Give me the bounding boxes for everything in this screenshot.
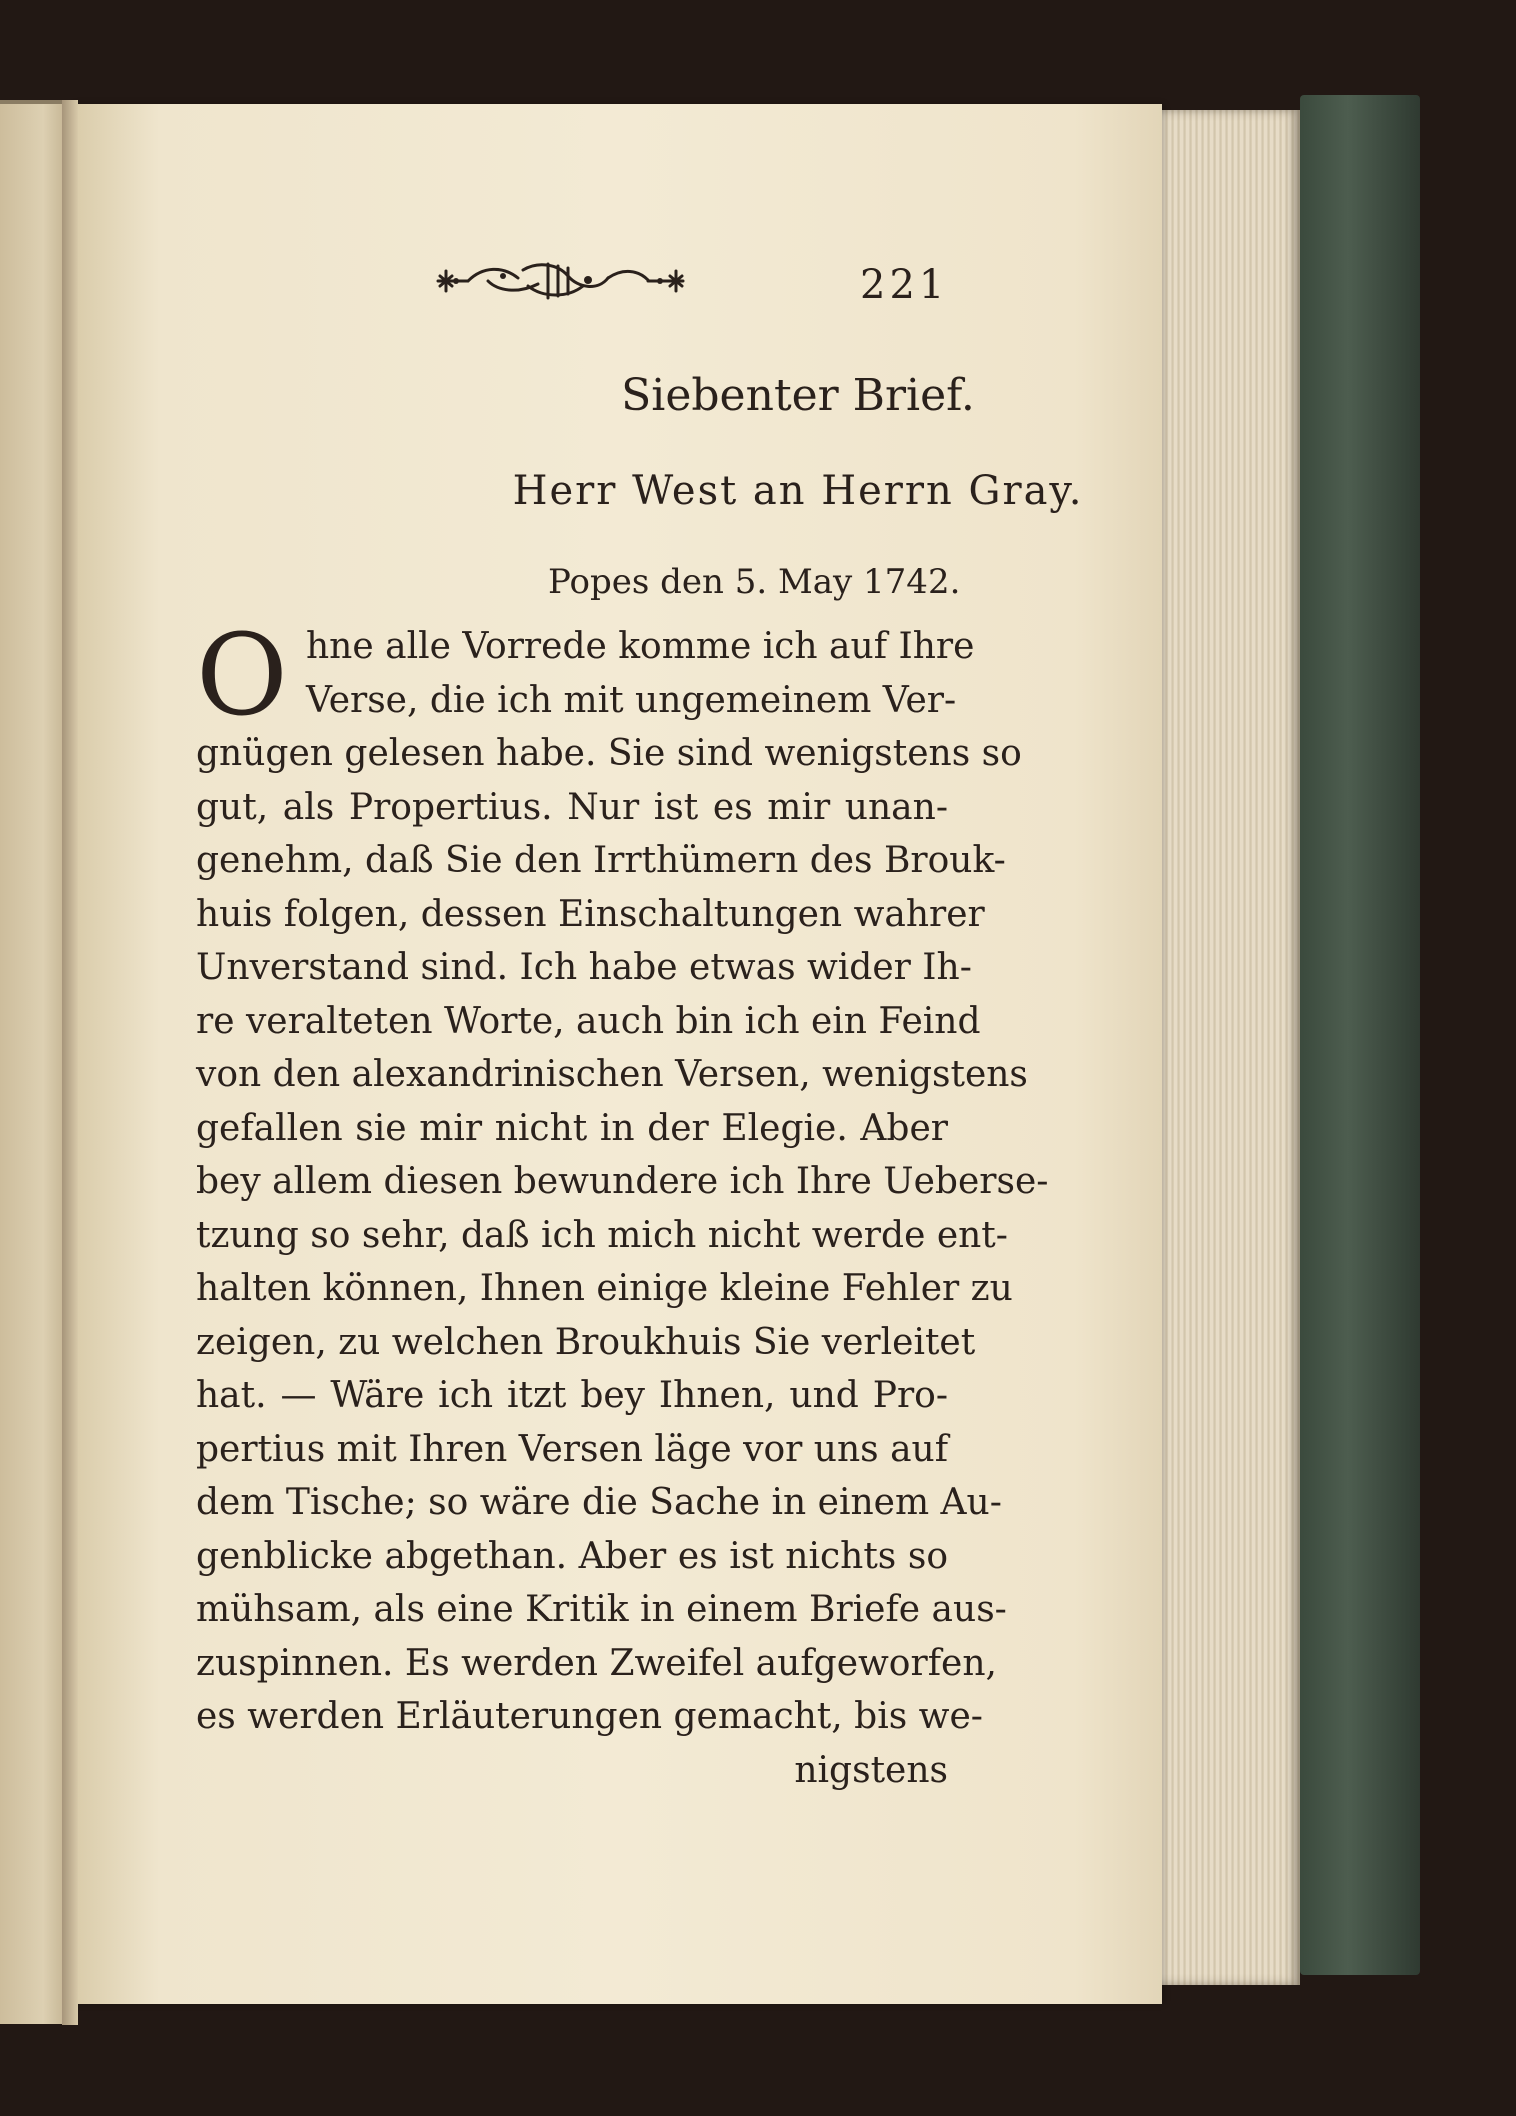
text-line: genehm, daß Sie den Irrthümern des Brouk- [196,840,1006,881]
catchword: nigstens [794,1749,948,1791]
text-line: es werden Erläuterungen gemacht, bis we- [196,1696,983,1737]
text-line: hat. — Wäre ich itzt bey Ihnen, und Pro- [196,1375,948,1416]
letter-subtitle-text: Herr West an Herrn Gray. [512,468,1084,514]
text-line: mühsam, als eine Kritik in einem Briefe aus- [196,1589,1007,1630]
letter-subtitle [0,468,1516,514]
letter-body [196,611,1049,1797]
text-line: zeigen, zu welchen Broukhuis Sie verleitet [196,1321,976,1363]
letter-dateline: Popes den 5. May 1742. [548,562,961,602]
text-line: von den alexandrinischen Versen, wenigstens [196,1054,1028,1095]
headpiece-ornament-icon [428,256,698,306]
text-line: zuspinnen. Es werden Zweifel aufgeworfen, [196,1642,997,1684]
letter-title [0,370,1516,421]
text-line: hne alle Vorrede komme ich auf Ihre [306,626,975,667]
text-line: bey allem diesen bewundere ich Ihre Ueberse- [196,1161,1049,1202]
text-line: gefallen sie mir nicht in der Elegie. Aber [196,1107,948,1149]
text-line: Verse, die ich mit ungemeinem Ver- [306,679,957,721]
text-line: huis folgen, dessen Einschaltungen wahrer [196,893,985,935]
letter-title-text: Siebenter Brief. [621,370,975,421]
text-line: gnügen gelesen habe. Sie sind wenigstens so [196,733,1022,774]
text-line: genblicke abgethan. Aber es ist nichts so [196,1535,948,1577]
text-line: dem Tische; so wäre die Sache in einem Au- [196,1482,1002,1523]
drop-cap: O [196,611,288,741]
text-line: pertius mit Ihren Versen läge vor uns auf [196,1428,949,1470]
text-line: gut, als Propertius. Nur ist es mir unan- [196,786,948,828]
text-line: Unverstand sind. Ich habe etwas wider Ih- [196,947,972,988]
page-number: 221 [860,262,949,308]
text-line: re veralteten Worte, auch bin ich ein Feind [196,1000,981,1042]
text-line: tzung so sehr, daß ich mich nicht werde ent- [196,1214,1008,1256]
text-line: halten können, Ihnen einige kleine Fehler zu [196,1268,1013,1309]
